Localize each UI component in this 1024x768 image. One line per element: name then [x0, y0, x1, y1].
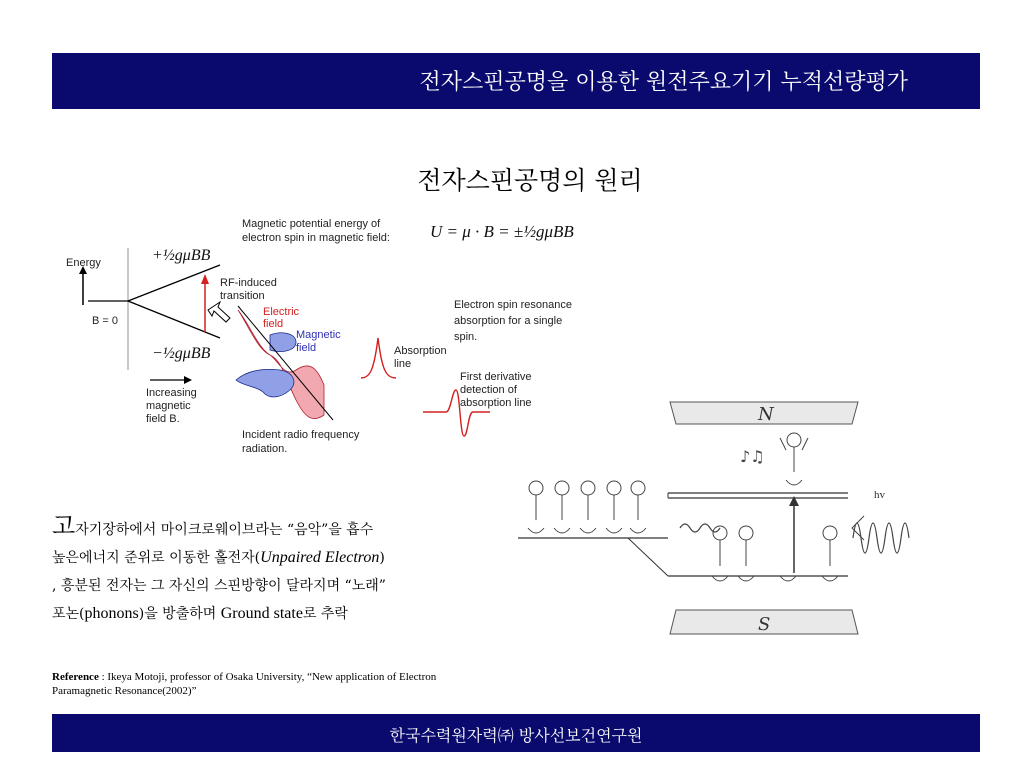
- explanation-line-4: 포논(phonons)을 방출하며 Ground state로 추락: [52, 605, 348, 622]
- potential-energy-label: Magnetic potential energy of electron spin in magnetic field:: [242, 218, 390, 244]
- increasing-field-label: Increasing magnetic field B.: [146, 387, 197, 425]
- esr-absorption-label: Electron spin resonance absorption for a single spin.: [454, 299, 573, 343]
- header-banner: [52, 53, 980, 109]
- lower-level-label: −½gμBB: [152, 345, 211, 362]
- music-notes-icon: ♪♫: [740, 447, 765, 466]
- electric-field-label: Electric field: [263, 306, 300, 330]
- section-title: 전자스핀공명의 원리: [417, 166, 643, 195]
- incoming-microwave: [680, 524, 720, 532]
- lower-level-line: [128, 301, 220, 338]
- absorption-line-curve: [361, 338, 396, 378]
- spin-cartoon: [518, 398, 924, 638]
- explanation-line-3: , 흥분된 전자는 그 자신의 스핀방향이 달라지며 “노래”: [52, 578, 386, 594]
- first-derivative-label: First derivative detection of absorption line: [460, 371, 532, 409]
- increasing-field-arrow-head-icon: [184, 376, 192, 384]
- reference: [52, 670, 472, 698]
- incident-radiation-label: Incident radio frequency radiation.: [242, 429, 360, 455]
- propagation-axis: [238, 306, 333, 420]
- explanation-line-2: 높은에너지 준위로 이동한 홀전자(Unpaired Electron): [52, 549, 385, 566]
- rf-transition-label: RF-induced transition: [220, 277, 277, 302]
- rf-arrow-head-icon: [201, 274, 209, 284]
- hv-label: hv: [874, 489, 885, 501]
- ground-state-electrons: [528, 481, 646, 533]
- magnetic-field-wave-a: [236, 369, 294, 397]
- explanation-line-1: 고자기장하에서 마이크로웨이브라는 “음악”을 흡수: [52, 512, 374, 540]
- excited-electron: [780, 433, 808, 485]
- south-label: S: [758, 614, 771, 635]
- reference-label: Reference: [52, 671, 99, 683]
- hollow-arrow-icon: [208, 302, 230, 322]
- explanation-text: [52, 512, 522, 628]
- b0-label: B = 0: [92, 315, 118, 327]
- magnetic-field-label: Magnetic field: [296, 329, 341, 354]
- energy-label: Energy: [66, 257, 101, 269]
- drop-cap: 고: [52, 512, 76, 540]
- header-title: 전자스핀공명을 이용한 원전주요기기 누적선량평가: [419, 70, 908, 95]
- formula: U = μ · B = ±½gμBB: [430, 222, 574, 241]
- reference-text: : Ikeya Motoji, professor of Osaka University, “New application of Electron Paramagnetic Resonance(2002)”: [52, 671, 437, 697]
- upper-level-label: +½gμBB: [152, 247, 211, 264]
- absorption-line-label: Absorption line: [394, 345, 447, 370]
- lower-electrons: [712, 526, 838, 581]
- footer-banner: [52, 714, 980, 752]
- north-label: N: [758, 404, 774, 425]
- footer-org: 한국수력원자력㈜ 방사선보건연구원: [389, 726, 643, 745]
